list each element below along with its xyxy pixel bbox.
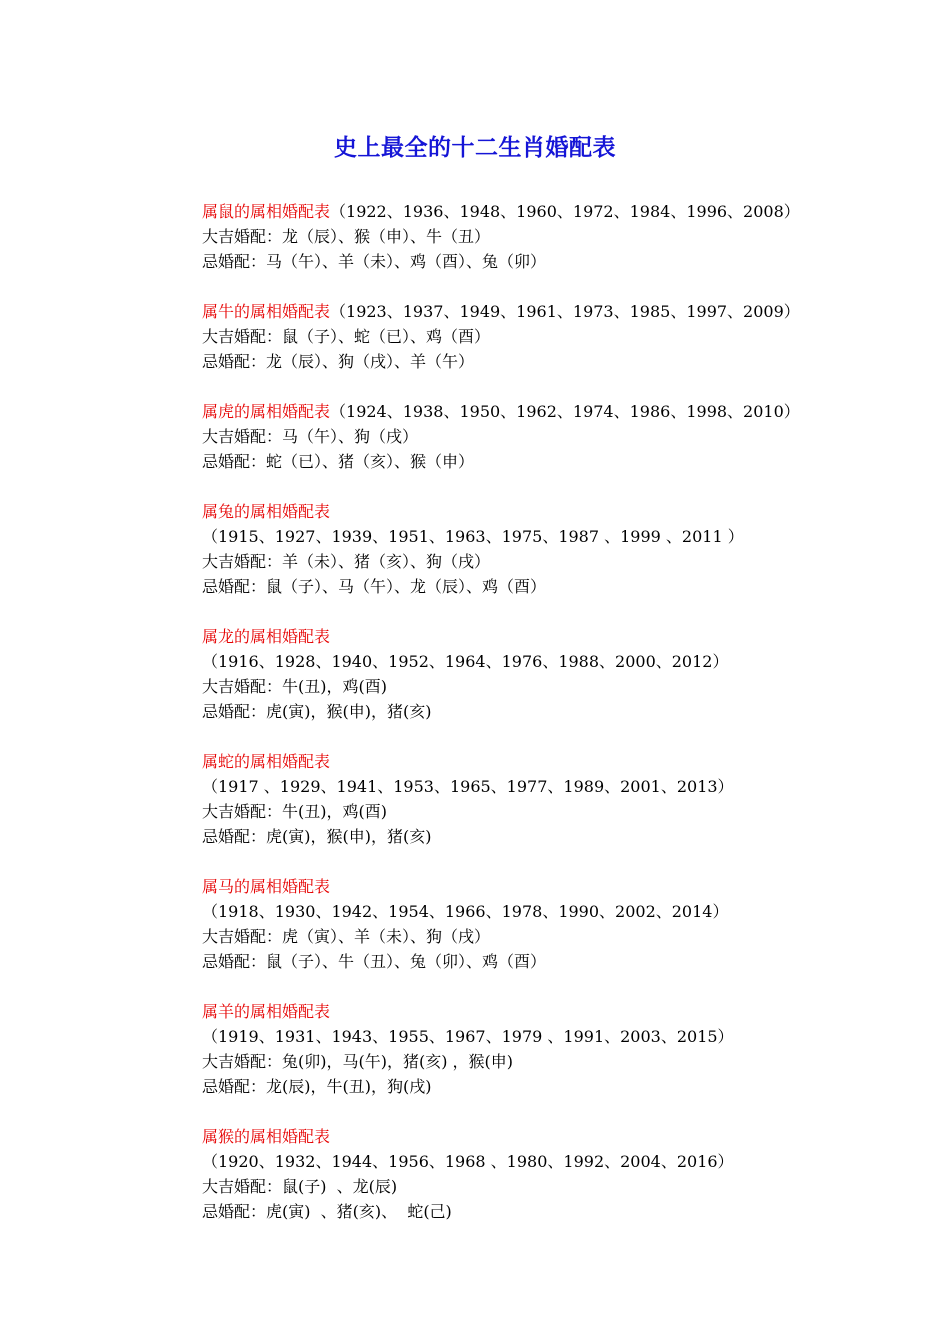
good-match: 大吉婚配：牛(丑)，鸡(酉) (202, 802, 387, 821)
good-match: 大吉婚配：牛(丑)，鸡(酉) (202, 677, 387, 696)
section-heading: 属龙的属相婚配表 (202, 627, 331, 646)
bad-match: 忌婚配：龙（辰）、狗（戌）、羊（午） (202, 352, 475, 371)
section-heading-line (202, 199, 922, 224)
birth-years: （1920、1932、1944、1956、1968 、1980、1992、2004、2016） (202, 1152, 734, 1171)
bad-match: 忌婚配：龙(辰)，牛(丑)，狗(戌) (202, 1077, 432, 1096)
birth-years: （1924、1938、1950、1962、1974、1986、1998、2010） (330, 402, 800, 421)
good-match: 大吉婚配：龙（辰）、猴（申）、牛（丑） (202, 227, 491, 246)
zodiac-section (202, 999, 922, 1099)
bad-match: 忌婚配：蛇（已）、猪（亥）、猴（申） (202, 452, 475, 471)
section-heading: 属马的属相婚配表 (202, 877, 331, 896)
zodiac-section (202, 299, 922, 374)
bad-match: 忌婚配：虎(寅)，猴(申)，猪(亥) (202, 827, 432, 846)
zodiac-section (202, 1124, 922, 1224)
birth-years: （1918、1930、1942、1954、1966、1978、1990、2002、2014） (202, 902, 729, 921)
good-match: 大吉婚配：鼠(子) 、龙(辰) (202, 1177, 398, 1196)
zodiac-list (202, 199, 922, 1249)
bad-match: 忌婚配：虎(寅)，猴(申)，猪(亥) (202, 702, 432, 721)
birth-years: （1922、1936、1948、1960、1972、1984、1996、2008） (330, 202, 800, 221)
good-match: 大吉婚配：兔(卯)，马(午)，猪(亥) ，猴(申) (202, 1052, 514, 1071)
good-match: 大吉婚配：虎（寅）、羊（未）、狗（戌） (202, 927, 491, 946)
section-heading: 属兔的属相婚配表 (202, 502, 331, 521)
section-heading: 属羊的属相婚配表 (202, 1002, 331, 1021)
section-heading: 属牛的属相婚配表 (202, 302, 331, 321)
section-heading-line (202, 299, 922, 324)
birth-years: （1915、1927、1939、1951、1963、1975、1987 、1999 、2011 ） (202, 527, 744, 546)
zodiac-section (202, 199, 922, 274)
good-match: 大吉婚配：鼠（子）、蛇（已）、鸡（酉） (202, 327, 491, 346)
birth-years: （1919、1931、1943、1955、1967、1979 、1991、2003、2015） (202, 1027, 734, 1046)
good-match: 大吉婚配：马（午）、狗（戌） (202, 427, 419, 446)
zodiac-section (202, 499, 922, 599)
bad-match: 忌婚配：虎(寅) 、猪(亥)、 蛇(己) (202, 1202, 452, 1221)
zodiac-section (202, 399, 922, 474)
section-heading: 属猴的属相婚配表 (202, 1127, 331, 1146)
bad-match: 忌婚配：鼠（子）、马（午）、龙（辰）、鸡（酉） (202, 577, 547, 596)
birth-years: （1917 、1929、1941、1953、1965、1977、1989、2001、2013） (202, 777, 734, 796)
zodiac-section (202, 624, 922, 724)
section-heading: 属鼠的属相婚配表 (202, 202, 331, 221)
page-title: 史上最全的十二生肖婚配表 (334, 135, 616, 161)
bad-match: 忌婚配：马（午）、羊（未）、鸡（酉）、兔（卯） (202, 252, 547, 271)
bad-match: 忌婚配：鼠（子）、牛（丑）、兔（卯）、鸡（酉） (202, 952, 547, 971)
good-match: 大吉婚配：羊（未）、猪（亥）、狗（戌） (202, 552, 491, 571)
zodiac-section (202, 749, 922, 849)
section-heading: 属虎的属相婚配表 (202, 402, 331, 421)
birth-years: （1916、1928、1940、1952、1964、1976、1988、2000、2012） (202, 652, 729, 671)
birth-years: （1923、1937、1949、1961、1973、1985、1997、2009） (330, 302, 800, 321)
section-heading-line (202, 399, 922, 424)
section-heading: 属蛇的属相婚配表 (202, 752, 331, 771)
zodiac-section (202, 874, 922, 974)
